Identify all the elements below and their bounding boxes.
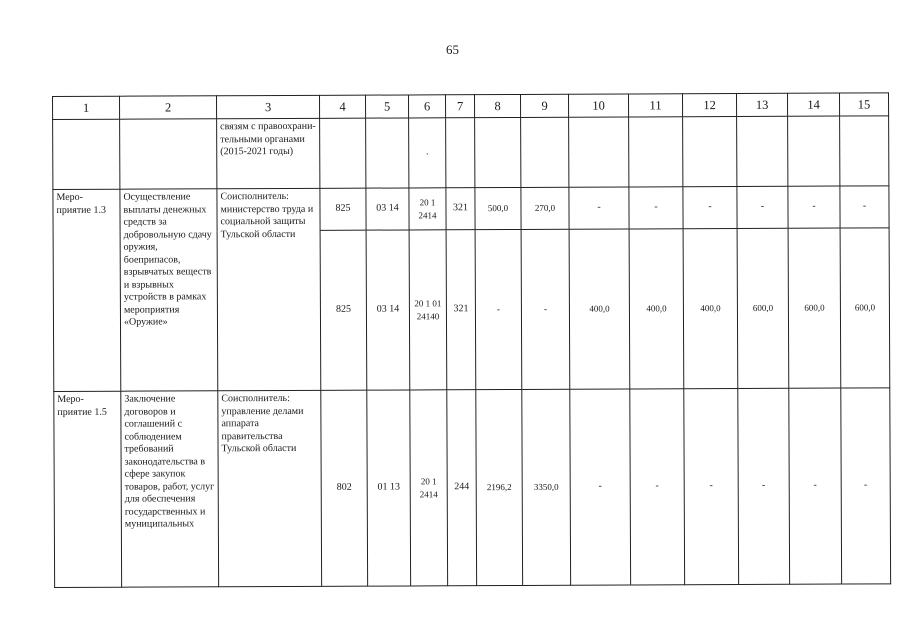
header-cell: 3 <box>217 95 320 118</box>
page-number: 65 <box>446 42 459 57</box>
table-cell: 20 1 2414 <box>409 188 446 230</box>
table-cell <box>683 117 737 187</box>
header-cell: 13 <box>736 93 787 116</box>
header-cell: 4 <box>319 95 365 118</box>
table-cell: . <box>409 118 446 188</box>
table-cell: - <box>475 229 522 389</box>
table-cell: 2196,2 <box>476 389 523 585</box>
table-cell: 400,0 <box>683 229 738 389</box>
table-cell <box>320 118 366 188</box>
table-cell <box>475 117 521 187</box>
budget-table-wrapper <box>52 92 890 588</box>
table-cell: 20 1 2414 <box>410 390 448 586</box>
table-cell: 244 <box>447 390 477 586</box>
header-cell: 5 <box>365 95 408 118</box>
table-cell: - <box>684 389 739 585</box>
measure-1-5-executor: Соисполнитель: управление делами аппарата правительства Тульской области <box>218 390 322 586</box>
table-cell <box>53 119 120 189</box>
table-cell: - <box>788 186 840 228</box>
table-cell: 600,0 <box>840 228 890 388</box>
header-cell: 11 <box>628 94 682 117</box>
table-cell: 20 1 01 24140 <box>409 230 447 390</box>
table-cell: 600,0 <box>788 228 841 388</box>
table-cell: - <box>841 388 891 584</box>
header-cell: 14 <box>787 93 839 116</box>
table-cell <box>120 119 217 189</box>
table-cell: 825 <box>320 230 367 390</box>
table-cell <box>521 117 569 187</box>
table-cell: 03 14 <box>366 230 410 390</box>
table-cell: - <box>570 389 631 585</box>
table-cell <box>569 117 629 187</box>
measure-1-3-row-1 <box>53 186 889 232</box>
table-cell: 600,0 <box>737 228 789 388</box>
header-cell: 15 <box>839 93 888 116</box>
measure-1-3-executor: Соисполнитель: министерство труда и социальной защиты Тульской области <box>217 188 321 390</box>
measure-1-3-name: Меро-приятие 1.3 <box>53 189 121 391</box>
table-cell: 03 14 <box>366 188 409 230</box>
header-cell: 12 <box>682 94 736 117</box>
measure-1-5-name: Меро-приятие 1.5 <box>54 391 122 587</box>
table-cell <box>788 116 840 186</box>
table-cell: - <box>683 187 737 229</box>
header-cell: 8 <box>474 94 520 117</box>
table-cell: 825 <box>320 188 366 230</box>
header-cell: 7 <box>445 95 474 118</box>
table-cell <box>737 116 788 186</box>
table-cell: - <box>789 388 842 584</box>
measure-1-3-description: Осуществление выплаты денежных средств за добровольную сдачу оружия, боеприпасов, взрывчатых веществ и взрывных устройств в рамках мероприятия «Оружие» <box>120 189 218 391</box>
table-cell: - <box>569 187 629 229</box>
table-cell: - <box>630 389 685 585</box>
table-cell: 01 13 <box>367 390 411 586</box>
measure-1-5-row <box>54 388 891 588</box>
table-cell: 400,0 <box>569 229 630 389</box>
table-cell: 270,0 <box>521 187 569 229</box>
table-cell: 321 <box>446 230 476 390</box>
table-cell: 500,0 <box>475 187 521 229</box>
table-cell: - <box>840 186 889 228</box>
header-cell: 9 <box>520 94 568 117</box>
table-cell: 802 <box>321 390 368 586</box>
table-cell <box>446 118 475 188</box>
header-cell: 10 <box>568 94 628 117</box>
table-cell: 400,0 <box>629 229 684 389</box>
header-cell: 2 <box>120 96 217 119</box>
header-cell: 1 <box>53 96 120 119</box>
table-cell: - <box>629 187 683 229</box>
executor-continuation-cell: связям с правоохрани-тельными органами (2015-2021 годы) <box>217 118 320 188</box>
table-cell: 3350,0 <box>522 389 571 585</box>
table-cell <box>840 116 889 186</box>
header-cell: 6 <box>408 95 445 118</box>
table-cell <box>629 117 683 187</box>
measure-1-5-description: Заключение договоров и соглашений с соблюдением требований законодательства в сфере закупок товаров, работ, услуг для обеспечения государственных и муниципальных <box>121 391 219 587</box>
budget-table <box>52 92 891 588</box>
table-cell: - <box>737 186 788 228</box>
continuation-row <box>53 116 889 190</box>
table-cell: - <box>738 388 790 584</box>
table-cell: 321 <box>446 188 475 230</box>
table-cell: - <box>521 229 570 389</box>
table-cell <box>366 118 409 188</box>
